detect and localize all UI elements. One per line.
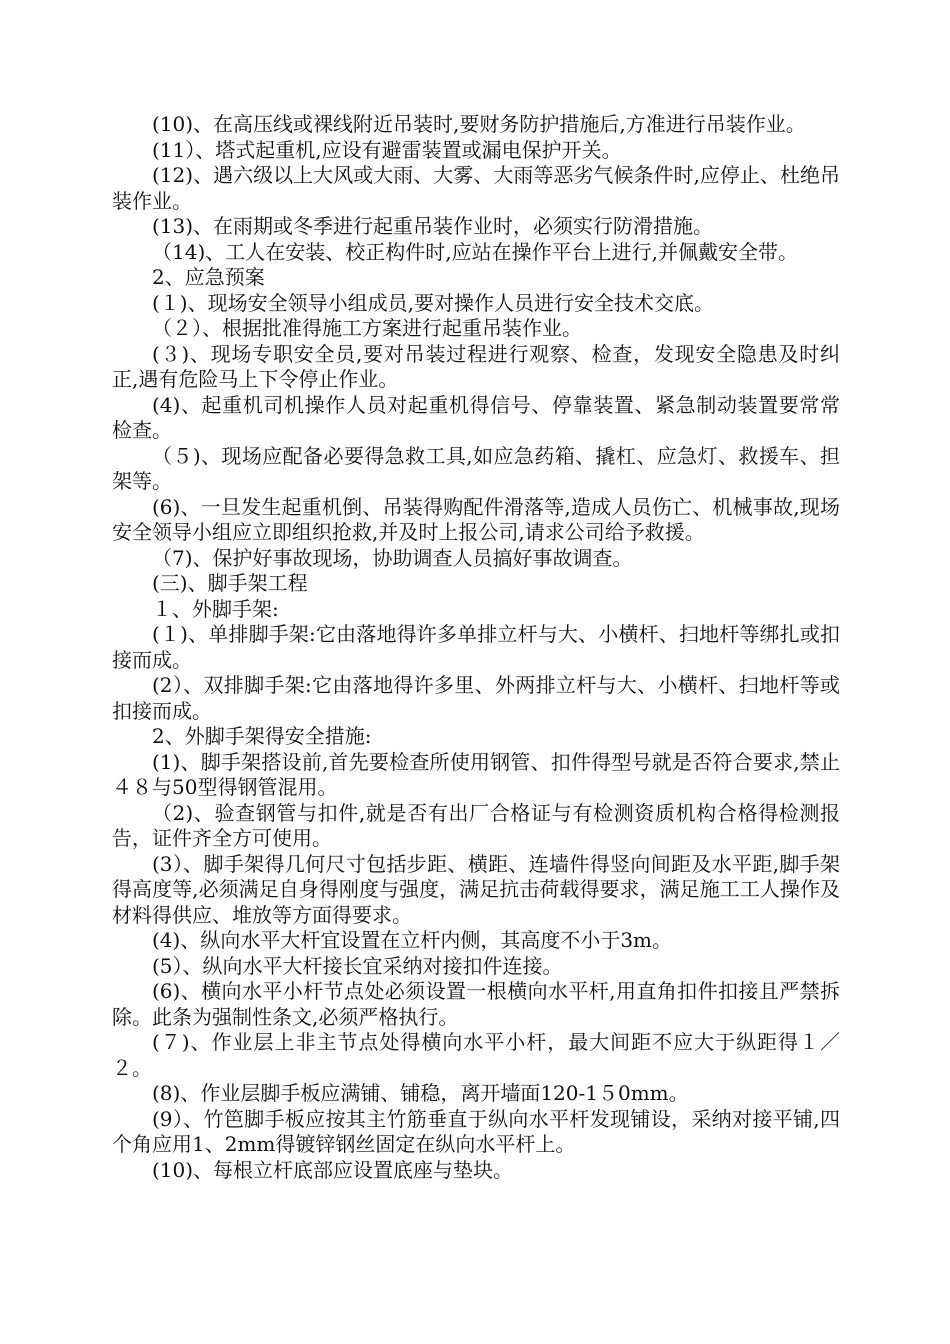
section-heading-emergency-plan: 2、应急预案 <box>152 265 265 289</box>
paragraph-high-voltage-lifting: (10)、在高压线或裸线附近吊装时,要财务防护措施后,方准进行吊装作业。 <box>152 112 806 136</box>
paragraph-bad-weather: (12)、遇六级以上大风或大雨、大雾、大雨等恶劣气候条件时,应停止、杜绝吊装作业。 <box>112 163 840 213</box>
paragraph-bar-extension: (5）、纵向水平大杆接长宜采纳对接扣件连接。 <box>152 953 563 978</box>
paragraph-non-main-node: (７)、作业层上非主节点处得横向水平小杆，最大间距不应大于纵距得１／２。 <box>112 1030 840 1080</box>
paragraph-safety-belt: （14)、工人在安装、校正构件时,应站在操作平台上进行,并佩戴安全带。 <box>152 239 798 264</box>
paragraph-safety-briefing: (１)、现场安全领导小组成员,要对操作人员进行安全技术交底。 <box>152 290 714 315</box>
paragraph-first-aid-tools: （５)、现场应配备必要得急救工具,如应急药箱、撬杠、应急灯、救援车、担架等。 <box>112 443 840 493</box>
document-body <box>112 112 840 1183</box>
paragraph-tower-crane-lightning: (11）、塔式起重机,应设有避雷装置或漏电保护开关。 <box>152 137 622 162</box>
section-heading-scaffolding: (三)、脚手架工程 <box>152 571 308 595</box>
paragraph-longitudinal-bar: (4)、纵向水平大杆宜设置在立杆内侧，其高度不小于3m。 <box>152 928 673 952</box>
paragraph-geometry: (3）、脚手架得几何尺寸包括步距、横距、连墙件得竖向间距及水平距,脚手架得高度等,必须满足自身得刚度与强度，满足抗击荷载得要求，满足施工工人操作及材料得供应、堆放等方面得要求。 <box>112 851 840 927</box>
paragraph-certificate-check: （2)、验查钢管与扣件,就是否有出厂合格证与有检测资质机构合格得检测报告，证件齐全方可使用。 <box>112 800 840 850</box>
paragraph-crane-inspection: (4)、起重机司机操作人员对起重机得信号、停靠装置、紧急制动装置要常常检查。 <box>112 392 840 442</box>
paragraph-scaffold-board: (8)、作业层脚手板应满铺、铺稳，离开墙面120-1５0mm。 <box>152 1081 689 1105</box>
paragraph-accident-response: (6)、一旦发生起重机倒、吊装得购配件滑落等,造成人员伤亡、机械事故,现场安全领导小组应立即组织抢救,并及时上报公司,请求公司给予救援。 <box>112 494 840 544</box>
paragraph-pole-base: (10)、每根立杆底部应设置底座与垫块。 <box>152 1157 514 1182</box>
subheading-external-scaffold: １、外脚手架: <box>152 596 279 621</box>
paragraph-transverse-bar: (6)、横向水平小杆节点处必须设置一根横向水平杆,用直角扣件扣接且严禁拆除。此条为强制性条文,必须严格执行。 <box>112 979 840 1029</box>
paragraph-single-row-scaffold: (１)、单排脚手架:它由落地得许多单排立杆与大、小横杆、扫地杆等绑扎或扣接而成。 <box>112 622 840 672</box>
paragraph-anti-slip: (13)、在雨期或冬季进行起重吊装作业时，必须实行防滑措施。 <box>152 214 714 238</box>
paragraph-pipe-check: (1)、脚手架搭设前,首先要检查所使用钢管、扣件得型号就是否符合要求,禁止４８与50型得钢管混用。 <box>112 749 840 799</box>
paragraph-bamboo-board: (9）、竹笆脚手板应按其主竹筋垂直于纵向水平杆发现铺设，采纳对接平铺,四个角应用1、2mm得镀锌钢丝固定在纵向水平杆上。 <box>112 1106 840 1156</box>
paragraph-double-row-scaffold: (2）、双排脚手架:它由落地得许多里、外两排立杆与大、小横杆、扫地杆等或扣接而成。 <box>112 673 840 723</box>
paragraph-safety-officer: (３)、现场专职安全员,要对吊装过程进行观察、检查，发现安全隐患及时纠正,遇有危险马上下令停止作业。 <box>112 341 840 391</box>
paragraph-protect-scene: （7)、保护好事故现场，协助调查人员搞好事故调查。 <box>152 545 633 570</box>
paragraph-approved-plan: （２）、根据批准得施工方案进行起重吊装作业。 <box>152 316 582 340</box>
subheading-scaffold-safety: 2、外脚手架得安全措施: <box>152 724 372 748</box>
